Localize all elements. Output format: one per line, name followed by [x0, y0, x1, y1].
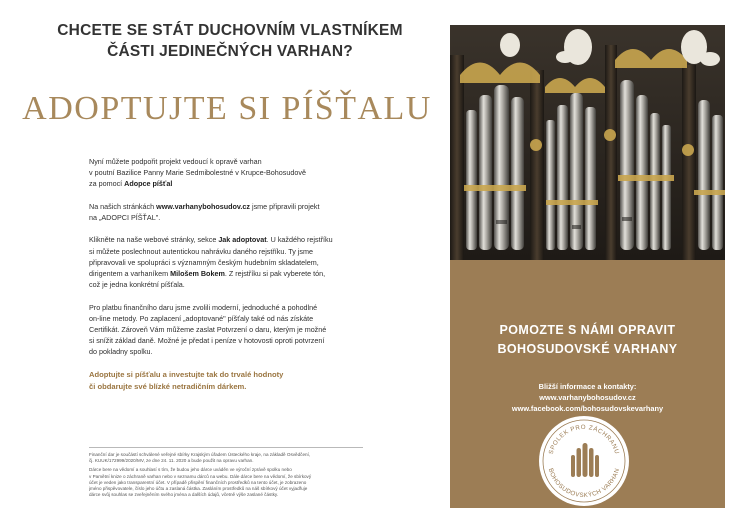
text-fragment: . Z rejstříku si pak vyberete tón,	[224, 269, 326, 278]
website-link[interactable]: www.varhanybohosudov.cz	[156, 201, 250, 211]
call-to-action	[89, 369, 367, 393]
text-fragment: Na našich stránkách	[89, 201, 157, 211]
legal-line: Finanční dar je součástí schválené veřejné sbírky Krajským úřadem Ústeckého kraje, na základě Osvědčení,	[89, 452, 311, 457]
text-line	[89, 234, 367, 245]
kicker-heading	[30, 20, 430, 62]
jak-adoptovat-emphasis: Jak adoptovat	[218, 235, 267, 245]
text-fragment: za pomocí	[89, 179, 125, 189]
text-line: on-line metody. Po zaplacení „adoptované" píšťaly také od nás získáte	[89, 313, 314, 323]
text-line: si můžete poslechnout autentickou nahrávku daného rejstříku. Ty jsme	[89, 246, 314, 256]
logo-bottom-text: BOHOSUDOVSKÝCH VARHAN	[546, 467, 622, 500]
payment-paragraph	[89, 302, 367, 358]
legal-line: v Pamětní knize o záchraně varhan nebo v seznamu dárců na webu. Dále dárce bere na vědomí, že sbírkový	[89, 473, 312, 479]
info-panel	[450, 260, 725, 508]
organ-photo	[450, 25, 725, 260]
legal-line: jméno přispěvovatele, číslo jeho účtu a zaslaná částka. Zasláním prostředků na náš sbírkový účet vyjadřuje	[89, 486, 308, 492]
kicker-line: CHCETE SE STÁT DUCHOVNÍM VLASTNÍKEM	[57, 22, 403, 39]
kicker-line: ČÁSTI JEDINEČNÝCH VARHAN?	[107, 43, 353, 60]
intro-paragraph	[89, 156, 367, 190]
cta-line: či obdarujte své blízké netradičním dárkem.	[89, 381, 247, 391]
contact-info	[460, 381, 715, 414]
divider	[89, 447, 363, 448]
text-line: připravovali ve spolupráci s významným českým hudebním skladatelem,	[89, 257, 319, 267]
text-fragment: . U každého rejstříku	[266, 235, 333, 245]
legal-paragraph	[89, 467, 367, 498]
legal-paragraph	[89, 452, 367, 464]
text-line: Pro platbu finančního daru jsme zvolili moderní, jednoduché a pohodlné	[89, 302, 318, 312]
organ-pipes-illustration	[450, 25, 725, 260]
text-fragment: Klikněte na naše webové stránky, sekce	[89, 235, 219, 245]
text-line	[89, 268, 367, 279]
text-line: si snížit základ daně. Možné je předat i peníze v hotovosti oproti potvrzení	[89, 336, 325, 346]
logo-top-text: SPOLEK PRO ZÁCHRANU	[547, 423, 621, 456]
text-line: Certifikát. Zároveň Vám můžeme zaslat Potvrzení o daru, kterým je možné	[89, 325, 327, 334]
body-text	[89, 156, 367, 404]
association-logo	[538, 415, 630, 507]
legal-line: Dárce bere na vědomí a souhlasí s tím, že budou jeho dárce uváděn ve výroční zprávě spolku nebo	[89, 467, 292, 473]
panel-heading-line: BOHOSUDOVSKÉ VARHANY	[497, 342, 678, 356]
text-line: na „ADOPCI PÍŠŤAL".	[89, 213, 161, 222]
how-to-paragraph	[89, 234, 367, 290]
legal-line: čj. KUUK/172999/2020/MV, ze dne 24. 11. 2020 a bude použit na opravu varhan.	[89, 458, 254, 464]
legal-line: účet je veden jako transparentní účet. V případě přispění finančních prostředků na tento účet, je zobrazeno	[89, 479, 307, 485]
panel-heading	[460, 321, 715, 359]
text-line	[89, 178, 367, 189]
adopce-pistal-emphasis: Adopce píšťal	[124, 179, 173, 189]
text-line	[89, 201, 367, 212]
right-column	[450, 25, 725, 508]
text-line: do pokladny spolku.	[89, 347, 153, 357]
text-fragment: jsme připravili projekt	[249, 201, 320, 211]
contact-heading: Bližší informace a kontakty:	[538, 382, 637, 391]
cta-line: Adoptujte si píšťalu a investujte tak do trvalé hodnoty	[89, 369, 284, 379]
page-title: ADOPTUJTE SI PÍŠŤALU	[22, 90, 432, 127]
text-line: což je jedna konkrétní píšťala.	[89, 280, 185, 290]
text-line: v poutní Bazilice Panny Marie Sedmibolestné v Krupce-Bohosudově	[89, 168, 306, 178]
website-paragraph	[89, 201, 367, 223]
composer-name: Milošem Bokem	[170, 269, 225, 278]
legal-line: dárce svůj souhlas se zveřejněním svého jména a dalších údajů, včetně výše zaslané částky.	[89, 492, 279, 498]
text-fragment: dirigentem a varhaníkem	[89, 269, 171, 278]
facebook-link[interactable]: www.facebook.com/bohosudovskevarhany	[511, 404, 664, 413]
website-link[interactable]: www.varhanybohosudov.cz	[539, 393, 636, 402]
text-line: Nyní můžete podpořit projekt vedoucí k opravě varhan	[89, 157, 262, 166]
legal-note	[89, 452, 367, 501]
panel-heading-line: POMOZTE S NÁMI OPRAVIT	[499, 323, 676, 337]
